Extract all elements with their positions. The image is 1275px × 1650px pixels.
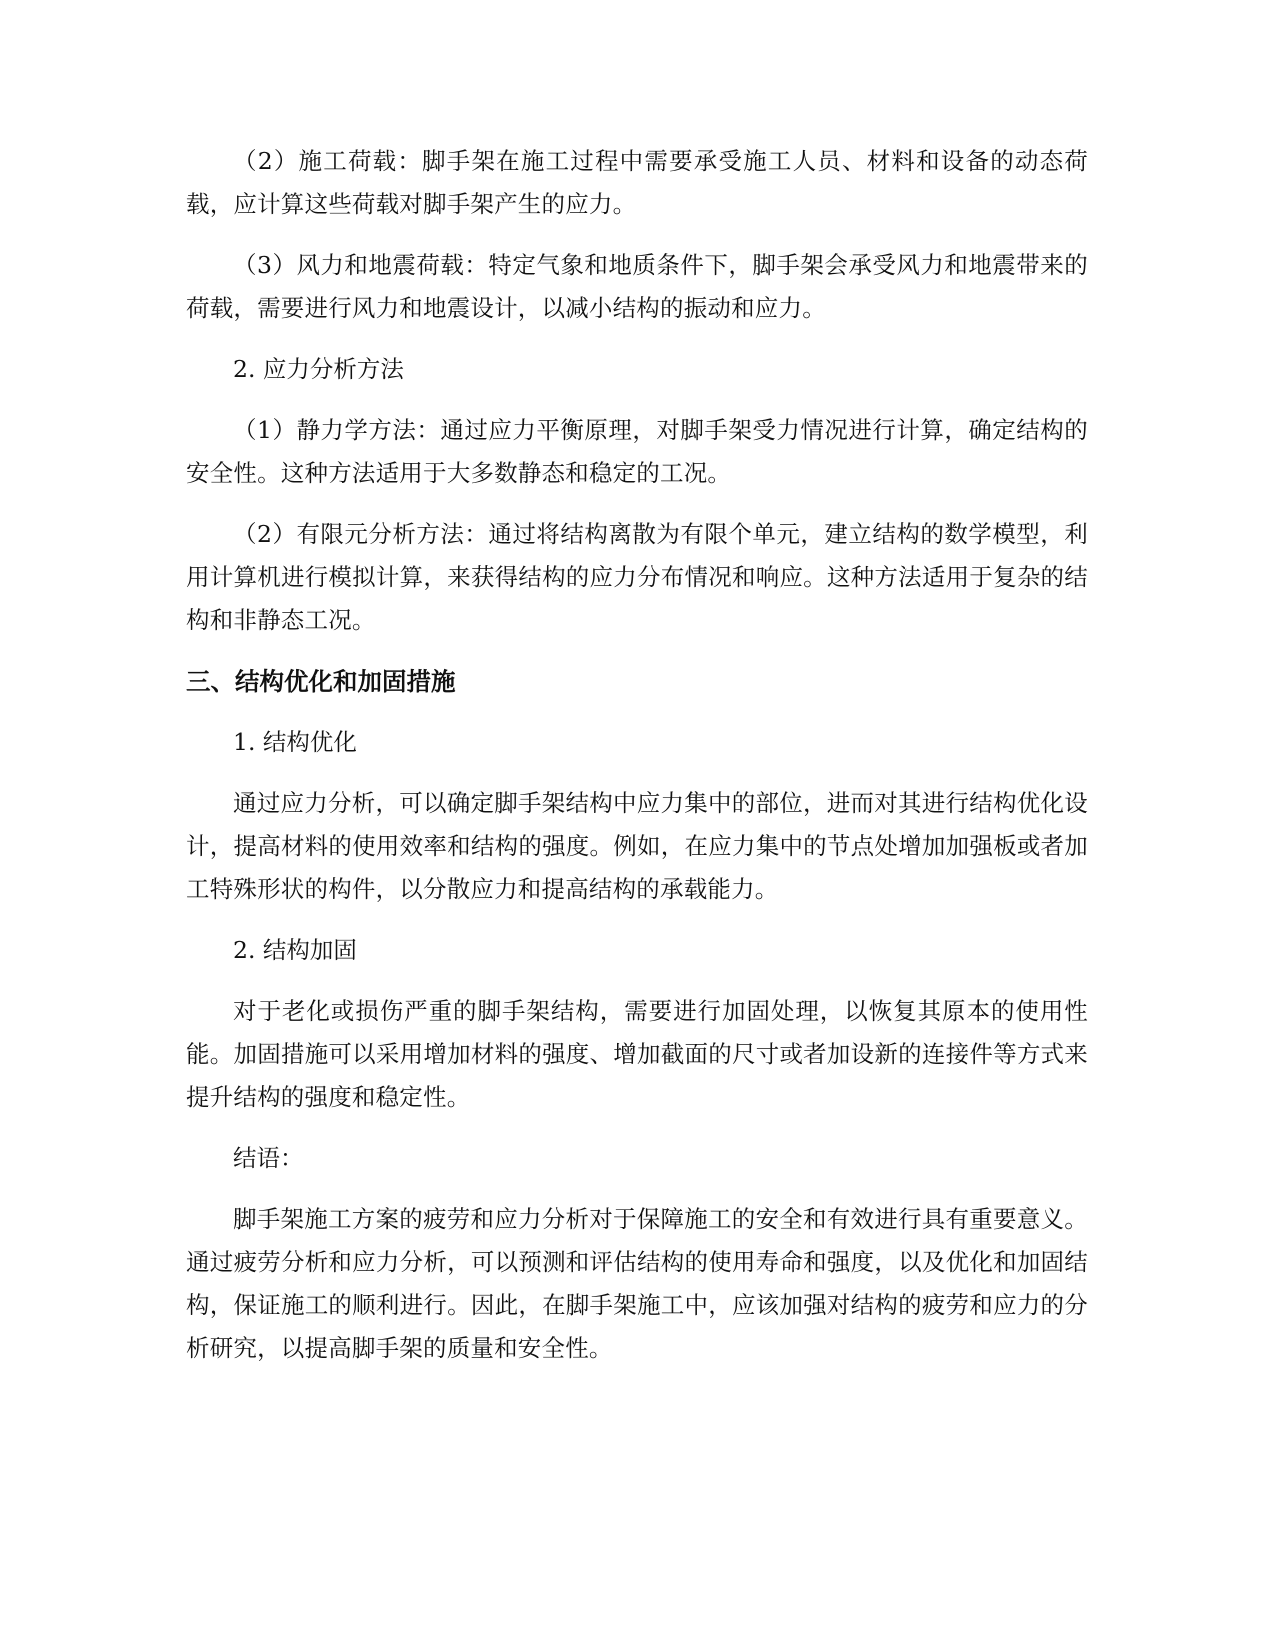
document-body [186,140,1088,1388]
subheading-conclusion: 结语： [233,1144,304,1172]
paragraph-wind-seismic-load: （3）风力和地震荷载：特定气象和地质条件下，脚手架会承受风力和地震带来的荷载，需要进行风力和地震设计，以减小结构的振动和应力。 [186,251,1088,322]
paragraph-optimization-body: 通过应力分析，可以确定脚手架结构中应力集中的部位，进而对其进行结构优化设计，提高材料的使用效率和结构的强度。例如，在应力集中的节点处增加加强板或者加工特殊形状的构件，以分散应力和提高结构的承载能力。 [186,789,1088,903]
subheading-stress-analysis-methods: 2. 应力分析方法 [233,355,404,383]
paragraph-reinforcement-body: 对于老化或损伤严重的脚手架结构，需要进行加固处理，以恢复其原本的使用性能。加固措施可以采用增加材料的强度、增加截面的尺寸或者加设新的连接件等方式来提升结构的强度和稳定性。 [186,997,1088,1111]
paragraph-construction-load: （2）施工荷载：脚手架在施工过程中需要承受施工人员、材料和设备的动态荷载，应计算这些荷载对脚手架产生的应力。 [186,147,1088,218]
subheading-structure-optimization: 1. 结构优化 [233,728,357,756]
subheading-structure-reinforcement: 2. 结构加固 [233,936,357,964]
section-heading-optimization: 三、结构优化和加固措施 [186,667,456,696]
paragraph-conclusion-body: 脚手架施工方案的疲劳和应力分析对于保障施工的安全和有效进行具有重要意义。通过疲劳分析和应力分析，可以预测和评估结构的使用寿命和强度，以及优化和加固结构，保证施工的顺利进行。因此，在脚手架施工中，应该加强对结构的疲劳和应力的分析研究，以提高脚手架的质量和安全性。 [186,1205,1088,1362]
paragraph-static-method: （1）静力学方法：通过应力平衡原理，对脚手架受力情况进行计算，确定结构的安全性。这种方法适用于大多数静态和稳定的工况。 [186,416,1088,487]
paragraph-finite-element-method: （2）有限元分析方法：通过将结构离散为有限个单元，建立结构的数学模型，利用计算机进行模拟计算，来获得结构的应力分布情况和响应。这种方法适用于复杂的结构和非静态工况。 [186,520,1088,634]
